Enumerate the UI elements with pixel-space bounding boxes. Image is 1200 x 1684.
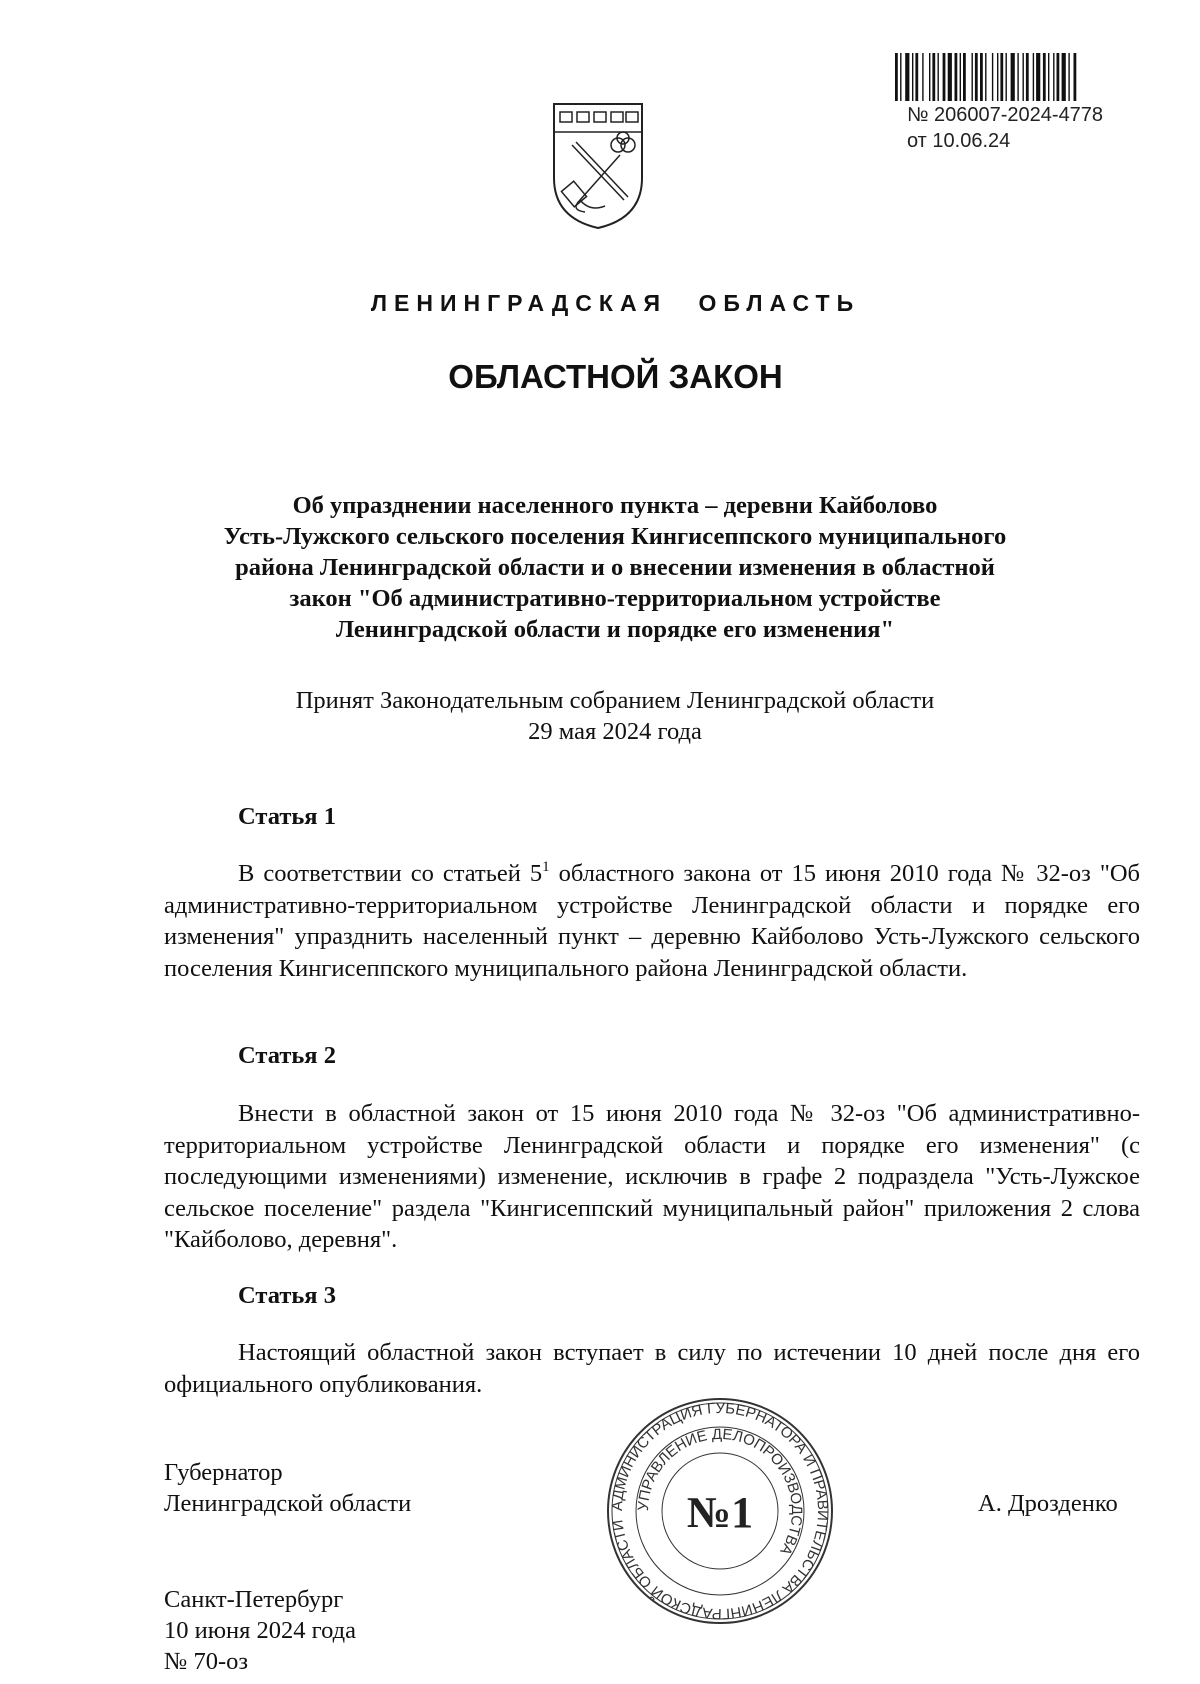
document-type: ОБЛАСТНОЙ ЗАКОН [448, 358, 783, 395]
barcode-icon [893, 53, 1143, 101]
adoption-note [150, 685, 1080, 747]
article-text: Внести в областной закон от 15 июня 2010 года № 32-оз "Об административно-территориальном устройстве Ленинградской области и порядке его изменения" (с последующими изменениями) изменение, исключив в графе 2 подраздела "Усть-Лужское сельское поселение" раздела "Кингисеппский муниципальный район" приложения 2 слова "Кайболово, деревня". [164, 1100, 1140, 1253]
seal-inner-text: УПРАВЛЕНИЕ ДЕЛОПРОИЗВОДСТВА [634, 1425, 806, 1558]
registration-date: от 10.06.24 [907, 130, 1011, 152]
adoption-line: Принят Законодательным собранием Ленинградской области [295, 687, 935, 714]
article-heading: Статья 2 [238, 1042, 336, 1069]
law-title-line: закон "Об административно-территориальном устройстве [289, 585, 941, 612]
region-name: ЛЕНИНГРАДСКАЯ ОБЛАСТЬ [370, 290, 861, 316]
seal-outer-text: АДМИНИСТРАЦИЯ ГУБЕРНАТОРА И ПРАВИТЕЛЬСТВА ЛЕНИНГРАДСКОЙ ОБЛАСТИ [608, 1399, 832, 1623]
law-title [150, 490, 1080, 645]
adoption-date: 29 мая 2024 года [528, 718, 702, 745]
article-text-part: областного закона от 15 июня 2010 года № 32-оз "Об административно-территориальном устройстве Ленинградской области и порядке его изменения" упразднить населенный пункт – деревню Кайболово Усть-Лужского сельского поселения Кингисеппского муниципального района Ленинградской области. [164, 860, 1140, 982]
registration-number: № 206007-2024-4778 [907, 104, 1104, 126]
footer-law-number: № 70-оз [164, 1648, 249, 1675]
coat-of-arms-icon [550, 100, 646, 232]
law-title-line: Ленинградской области и порядке его изменения" [335, 616, 895, 643]
position-line: Губернатор [164, 1459, 283, 1486]
footer-city: Санкт-Петербург [164, 1586, 344, 1613]
article-text: Настоящий областной закон вступает в силу по истечении 10 дней после дня его официального опубликования. [164, 1339, 1140, 1398]
position-line: Ленинградской области [164, 1490, 412, 1517]
article-text [164, 858, 1140, 984]
seal-number: №1 [686, 1488, 754, 1537]
signatory-position [164, 1457, 411, 1519]
footer-date: 10 июня 2024 года [164, 1617, 356, 1644]
superscript: 1 [542, 859, 550, 875]
law-title-line: Усть-Лужского сельского поселения Кингисеппского муниципального [223, 523, 1007, 550]
article-heading: Статья 1 [238, 803, 336, 830]
law-title-line: Об упразднении населенного пункта – деревни Кайболово [292, 492, 938, 519]
signatory-name: А. Дрозденко [978, 1490, 1118, 1517]
footer-block [164, 1584, 356, 1677]
article-text-part: В соответствии со статьей 5 [238, 860, 543, 887]
law-title-line: района Ленинградской области и о внесении изменения в областной [235, 554, 995, 581]
round-seal-icon [604, 1395, 836, 1627]
article-heading: Статья 3 [238, 1282, 336, 1309]
